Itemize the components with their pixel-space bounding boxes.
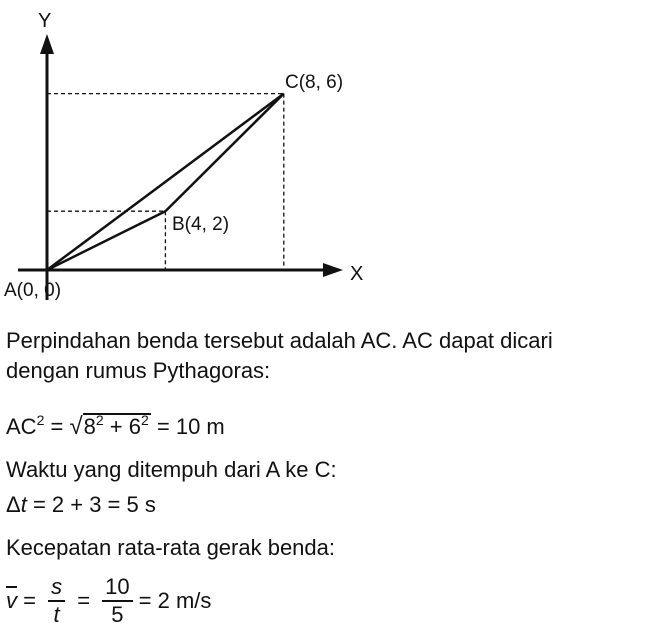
eq1-exp1: 2 <box>95 412 104 428</box>
fraction-numerator-s: s <box>48 574 65 602</box>
segment-bc <box>165 94 283 212</box>
text-line-4: Kecepatan rata-rata gerak benda: <box>6 535 336 560</box>
text-line-1: Perpindahan benda tersebut adalah AC. AC dapat dicari <box>6 328 553 353</box>
segment-ac <box>47 94 284 270</box>
eq1-equals: = <box>44 414 70 439</box>
eq3-eq1: = <box>17 588 43 613</box>
eq3-v: $\overline{v}$ <box>6 588 17 613</box>
point-a-label: A(0, 0) <box>4 280 62 301</box>
segment-ab <box>47 211 165 270</box>
point-b-label: B(4, 2) <box>172 214 230 235</box>
eq2-rest: = 2 + 3 = 5 s <box>26 492 156 517</box>
eq1-exp2: 2 <box>140 412 149 428</box>
x-axis-arrow <box>323 263 343 277</box>
displacement-diagram <box>0 0 672 310</box>
eq1-base1: 8 <box>83 414 96 439</box>
eq1-plus: + 6 <box>103 414 141 439</box>
eq1-result: = 10 m <box>150 414 225 439</box>
time-equation <box>6 490 156 520</box>
sqrt-icon: √ <box>69 413 83 440</box>
eq2-t: t <box>20 492 27 517</box>
y-axis-label: Y <box>38 10 52 32</box>
eq1-lhs: AC <box>6 414 37 439</box>
fraction-numerator-10: 10 <box>102 574 132 602</box>
eq1-radicand <box>83 413 151 439</box>
y-axis-arrow <box>40 34 54 54</box>
path-segments <box>47 94 284 270</box>
fraction-denominator-t: t <box>53 602 60 627</box>
x-axis-label: X <box>350 263 364 285</box>
point-c-label: C(8, 6) <box>285 72 344 93</box>
eq3-result: = 2 m/s <box>138 588 212 613</box>
fraction-denominator-5: 5 <box>111 602 124 627</box>
pythagoras-equation <box>6 412 225 442</box>
text-line-3: Waktu yang ditempuh dari A ke C: <box>6 457 337 482</box>
delta-symbol: Δ <box>6 492 21 517</box>
fraction-s-over-t <box>48 574 65 628</box>
eq3-eq2: = <box>71 588 97 613</box>
velocity-equation <box>6 574 211 628</box>
text-line-2: dengan rumus Pythagoras: <box>6 358 271 383</box>
fraction-10-over-5 <box>102 574 132 628</box>
eq1-lhs-exp: 2 <box>36 412 45 428</box>
